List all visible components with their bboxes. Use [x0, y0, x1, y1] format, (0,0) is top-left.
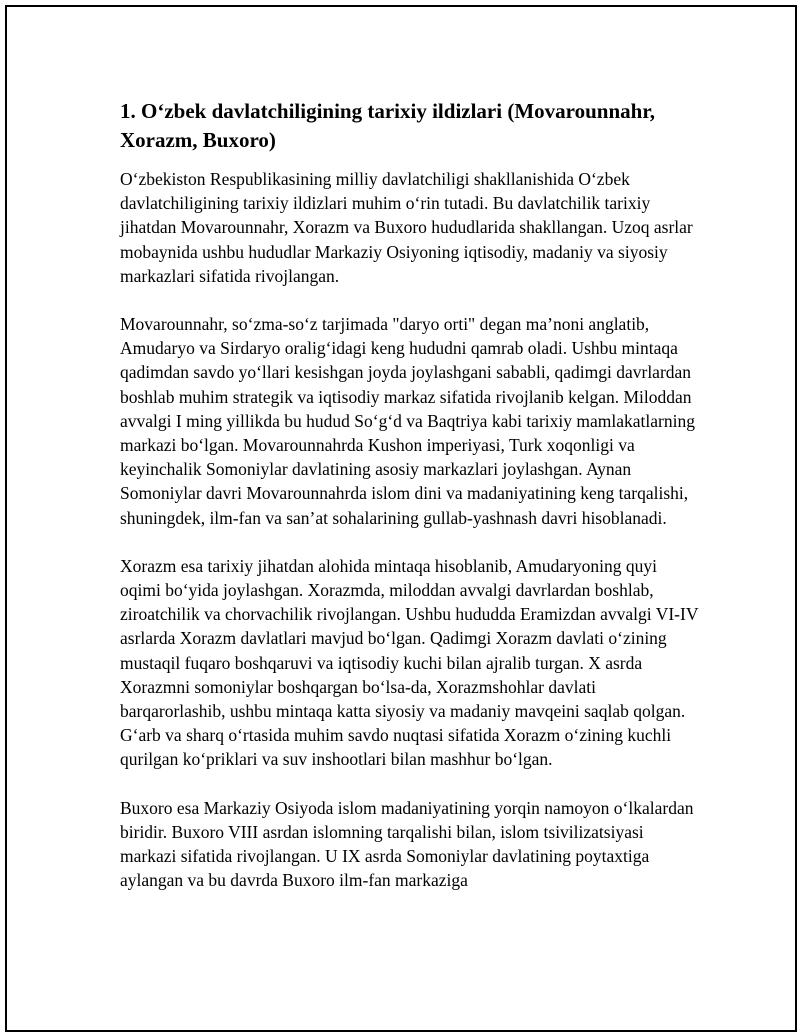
document-body: [120, 97, 700, 916]
paragraph-movarounnahr: Movarounnahr, so‘zma-so‘z tarjimada "daryo orti" degan ma’noni anglatib, Amudaryo va Sirdaryo oralig‘idagi keng hududni qamrab oladi. Ushbu mintaqa qadimdan savdo yo‘llari kesishgan joyda joylashgani sababli, qadimgi davrlardan boshlab muhim strategik va iqtisodiy markaz sifatida rivojlanib kelgan. Miloddan avvalgi I ming yillikda bu hudud So‘g‘d va Baqtriya kabi tarixiy mamlakatlarning markazi bo‘lgan. Movarounnahrda Kushon imperiyasi, Turk xoqonligi va keyinchalik Somoniylar davlatining asosiy markazlari joylashgan. Aynan Somoniylar davri Movarounnahrda islom dini va madaniyatining keng tarqalishi, shuningdek, ilm-fan va san’at sohalarining gullab-yashnash davri hisoblanadi.: [120, 314, 695, 528]
page-frame: [5, 5, 797, 1032]
paragraph-xorazm: Xorazm esa tarixiy jihatdan alohida mintaqa hisoblanib, Amudaryoning quyi oqimi bo‘yida joylashgan. Xorazmda, miloddan avvalgi davrlardan boshlab, ziroatchilik va chorvachilik rivojlangan. Ushbu hududda Eramizdan avvalgi VI-IV asrlarda Xorazm davlatlari mavjud bo‘lgan. Qadimgi Xorazm davlati o‘zining mustaqil fuqaro boshqaruvi va iqtisodiy kuchi bilan ajralib turgan. X asrda Xorazmni somoniylar boshqargan bo‘lsa-da, Xorazmshohlar davlati barqarorlashib, ushbu mintaqa katta siyosiy va madaniy mavqeini saqlab qolgan. G‘arb va sharq o‘rtasida muhim savdo nuqtasi sifatida Xorazm o‘zining kuchli qurilgan ko‘priklari va suv inshootlari bilan mashhur bo‘lgan.: [120, 555, 699, 770]
paragraph-intro: O‘zbekiston Respublikasining milliy davlatchiligi shakllanishida O‘zbek davlatchiligining tarixiy ildizlari muhim o‘rin tutadi. Bu davlatchilik tarixiy jihatdan Movarounnahr, Xorazm va Buxoro hududlarida shakllangan. Uzoq asrlar mobaynida ushbu hududlar Markaziy Osiyoning iqtisodiy, madaniy va siyosiy markazlari sifatida rivojlangan.: [120, 169, 693, 286]
paragraph-buxoro: Buxoro esa Markaziy Osiyoda islom madaniyatining yorqin namoyon o‘lkalardan biridir. Buxoro VIII asrdan islomning tarqalishi bilan, islom tsivilizatsiyasi markazi sifatida rivojlangan. U IX asrda Somoniylar davlatining poytaxtiga aylangan va bu davrda Buxoro ilm-fan markaziga: [120, 797, 694, 891]
section-heading: 1. O‘zbek davlatchiligining tarixiy ildizlari (Movarounnahr, Xorazm, Buxoro): [120, 99, 655, 152]
